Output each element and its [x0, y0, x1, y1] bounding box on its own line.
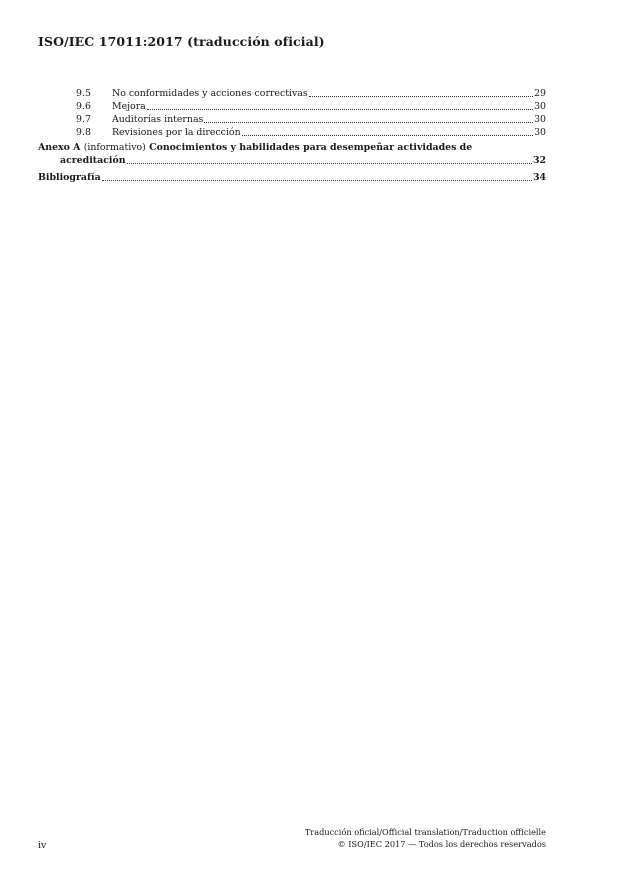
- toc-entry-title: Revisiones por la dirección: [112, 127, 241, 138]
- toc-entry-annex-a[interactable]: [38, 141, 546, 167]
- annex-label: Anexo A: [38, 142, 81, 153]
- toc-entry-page: 29: [534, 88, 546, 99]
- dot-leader: [127, 163, 532, 164]
- toc-entry-9-6[interactable]: [38, 100, 546, 113]
- annex-info-label: (informativo): [83, 142, 146, 153]
- toc-entry-title: Mejora: [112, 101, 146, 112]
- table-of-contents: [38, 87, 546, 184]
- toc-entry-page: 30: [534, 101, 546, 112]
- translation-note: Traducción oficial/Official translation/Traduction officielle: [304, 827, 546, 837]
- toc-entry-number: 9.5: [76, 88, 91, 99]
- toc-entry-title: Bibliografía: [38, 172, 101, 183]
- annex-title-line1: [38, 141, 546, 154]
- dot-leader: [309, 96, 533, 97]
- toc-entry-title: Auditorías internas: [112, 114, 204, 125]
- dot-leader: [147, 109, 533, 110]
- toc-entry-number: 9.7: [76, 114, 91, 125]
- toc-entry-page: 34: [532, 172, 546, 183]
- page-header-title: ISO/IEC 17011:2017 (traducción oficial): [38, 34, 325, 49]
- toc-entry-bibliography[interactable]: [38, 171, 546, 184]
- toc-entry-number: 9.8: [76, 127, 91, 138]
- toc-entry-9-8[interactable]: [38, 126, 546, 139]
- annex-title-line2: [38, 154, 546, 167]
- annex-title-continuation: acreditación: [60, 155, 126, 166]
- dot-leader: [102, 180, 532, 181]
- page-number: iv: [38, 840, 47, 851]
- footer-notice: [305, 827, 546, 850]
- annex-title-text: Conocimientos y habilidades para desempeñar actividades de: [149, 142, 473, 153]
- toc-entry-number: 9.6: [76, 101, 91, 112]
- copyright-note: © ISO/IEC 2017 — Todos los derechos reservados: [337, 838, 546, 849]
- toc-entry-9-7[interactable]: [38, 113, 546, 126]
- dot-leader: [204, 122, 533, 123]
- toc-entry-page: 30: [534, 114, 546, 125]
- toc-entry-9-5[interactable]: [38, 87, 546, 100]
- toc-entry-page: 30: [534, 127, 546, 138]
- dot-leader: [242, 135, 533, 136]
- toc-entry-title: No conformidades y acciones correctivas: [112, 88, 308, 99]
- toc-entry-page: 32: [532, 155, 546, 166]
